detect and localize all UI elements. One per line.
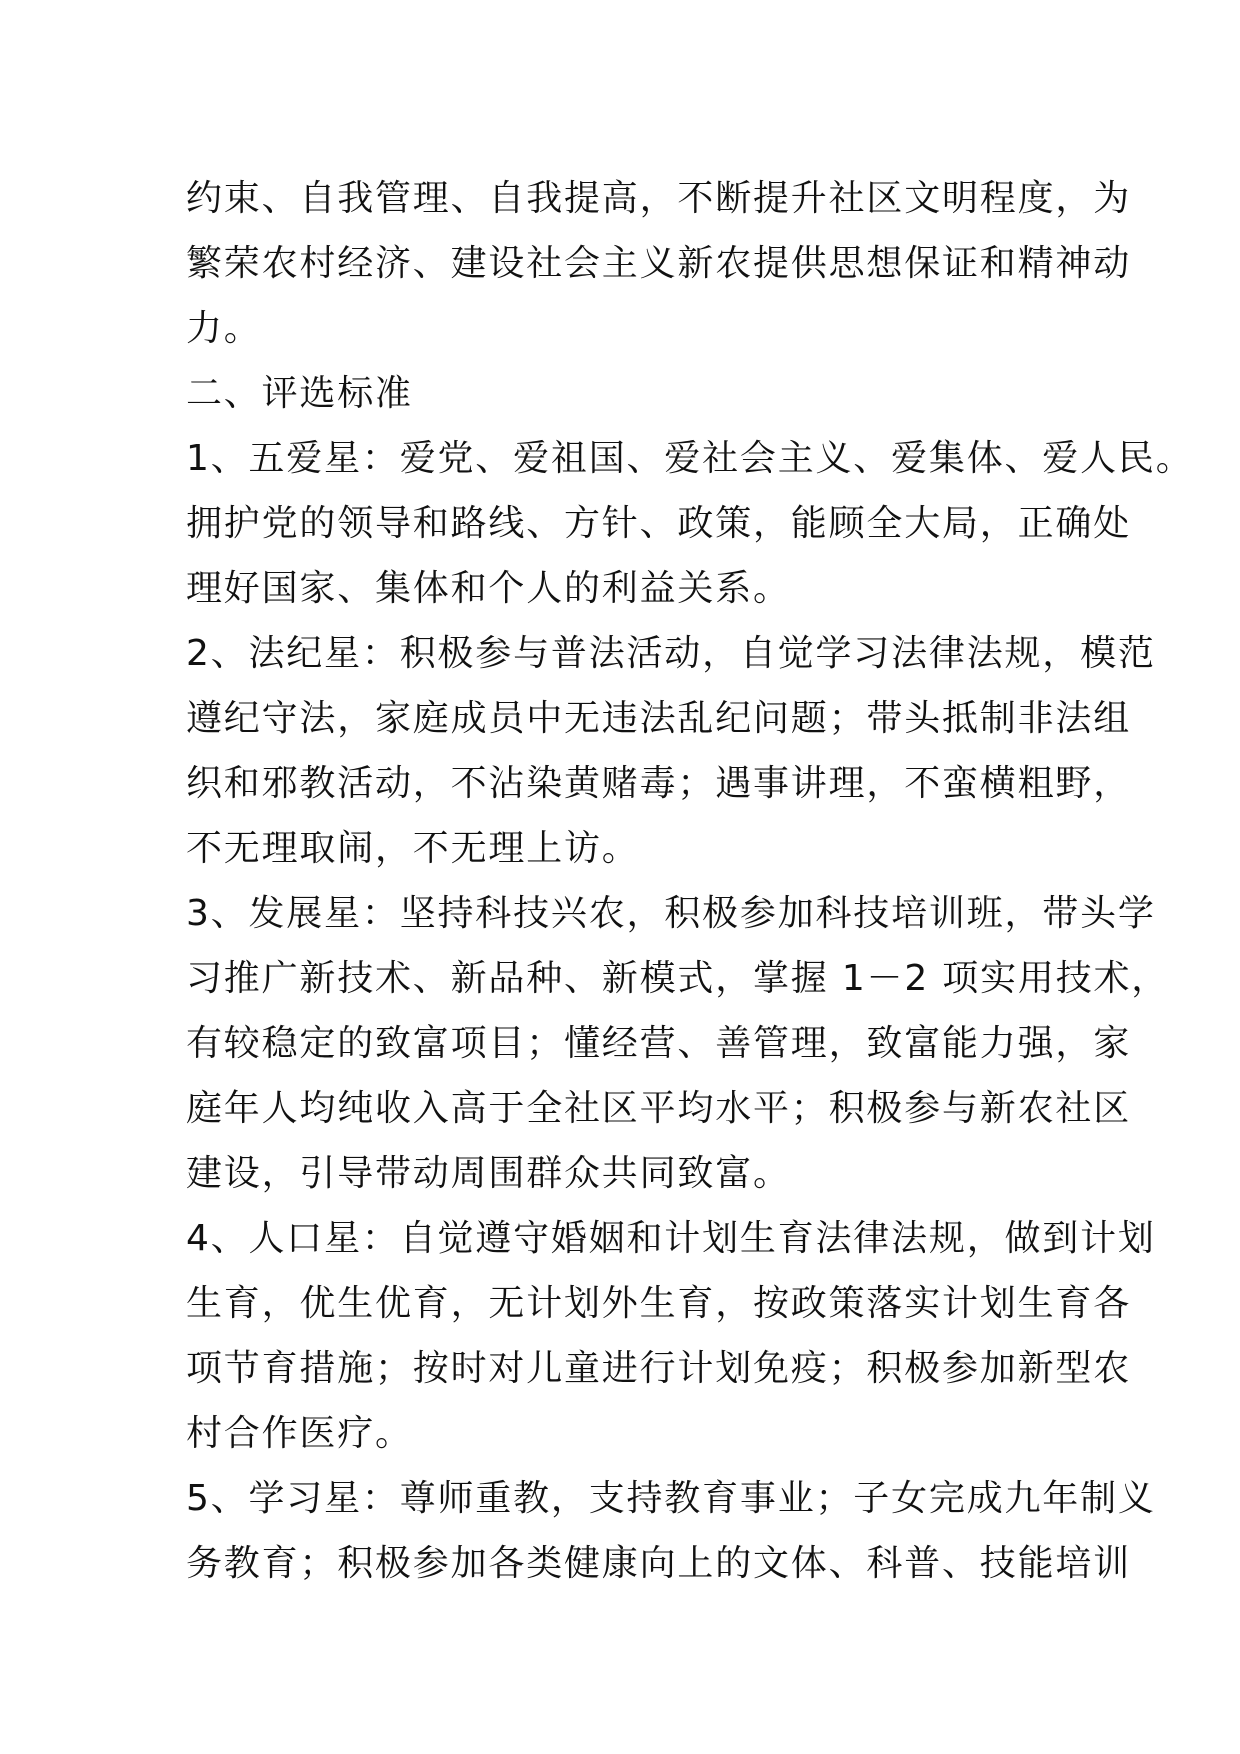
text-line: 繁荣农村经济、建设社会主义新农提供思想保证和精神动 bbox=[186, 243, 1132, 284]
text-line: 5、学习星：尊师重教，支持教育事业；子女完成九年制义 bbox=[186, 1478, 1156, 1519]
text-line: 建设，引导带动周围群众共同致富。 bbox=[186, 1153, 791, 1194]
text-line: 3、发展星：坚持科技兴农，积极参加科技培训班，带头学 bbox=[186, 893, 1156, 934]
text-line: 拥护党的领导和路线、方针、政策，能顾全大局，正确处 bbox=[186, 503, 1132, 544]
text-line: 力。 bbox=[186, 308, 262, 349]
text-line: 务教育；积极参加各类健康向上的文体、科普、技能培训 bbox=[186, 1543, 1132, 1584]
text-line: 庭年人均纯收入高于全社区平均水平；积极参与新农社区 bbox=[186, 1088, 1132, 1129]
text-line: 理好国家、集体和个人的利益关系。 bbox=[186, 568, 791, 609]
text-line: 织和邪教活动，不沾染黄赌毒；遇事讲理，不蛮横粗野， bbox=[186, 763, 1132, 804]
document-body bbox=[186, 166, 1194, 1596]
text-line: 不无理取闹，不无理上访。 bbox=[186, 828, 640, 869]
section-heading: 二、评选标准 bbox=[186, 373, 413, 414]
text-line: 生育，优生优育，无计划外生育，按政策落实计划生育各 bbox=[186, 1283, 1132, 1324]
text-line: 村合作医疗。 bbox=[186, 1413, 413, 1454]
text-line: 4、人口星：自觉遵守婚姻和计划生育法律法规，做到计划 bbox=[186, 1218, 1156, 1259]
text-line: 项节育措施；按时对儿童进行计划免疫；积极参加新型农 bbox=[186, 1348, 1132, 1389]
text-line: 约束、自我管理、自我提高，不断提升社区文明程度，为 bbox=[186, 178, 1132, 219]
text-line: 遵纪守法，家庭成员中无违法乱纪问题；带头抵制非法组 bbox=[186, 698, 1132, 739]
text-line: 1、五爱星：爱党、爱祖国、爱社会主义、爱集体、爱人民。 bbox=[186, 438, 1194, 479]
text-line: 有较稳定的致富项目；懂经营、善管理，致富能力强，家 bbox=[186, 1023, 1132, 1064]
text-line: 习推广新技术、新品种、新模式，掌握 1－2 项实用技术， bbox=[186, 958, 1170, 999]
text-line: 2、法纪星：积极参与普法活动，自觉学习法律法规，模范 bbox=[186, 633, 1156, 674]
